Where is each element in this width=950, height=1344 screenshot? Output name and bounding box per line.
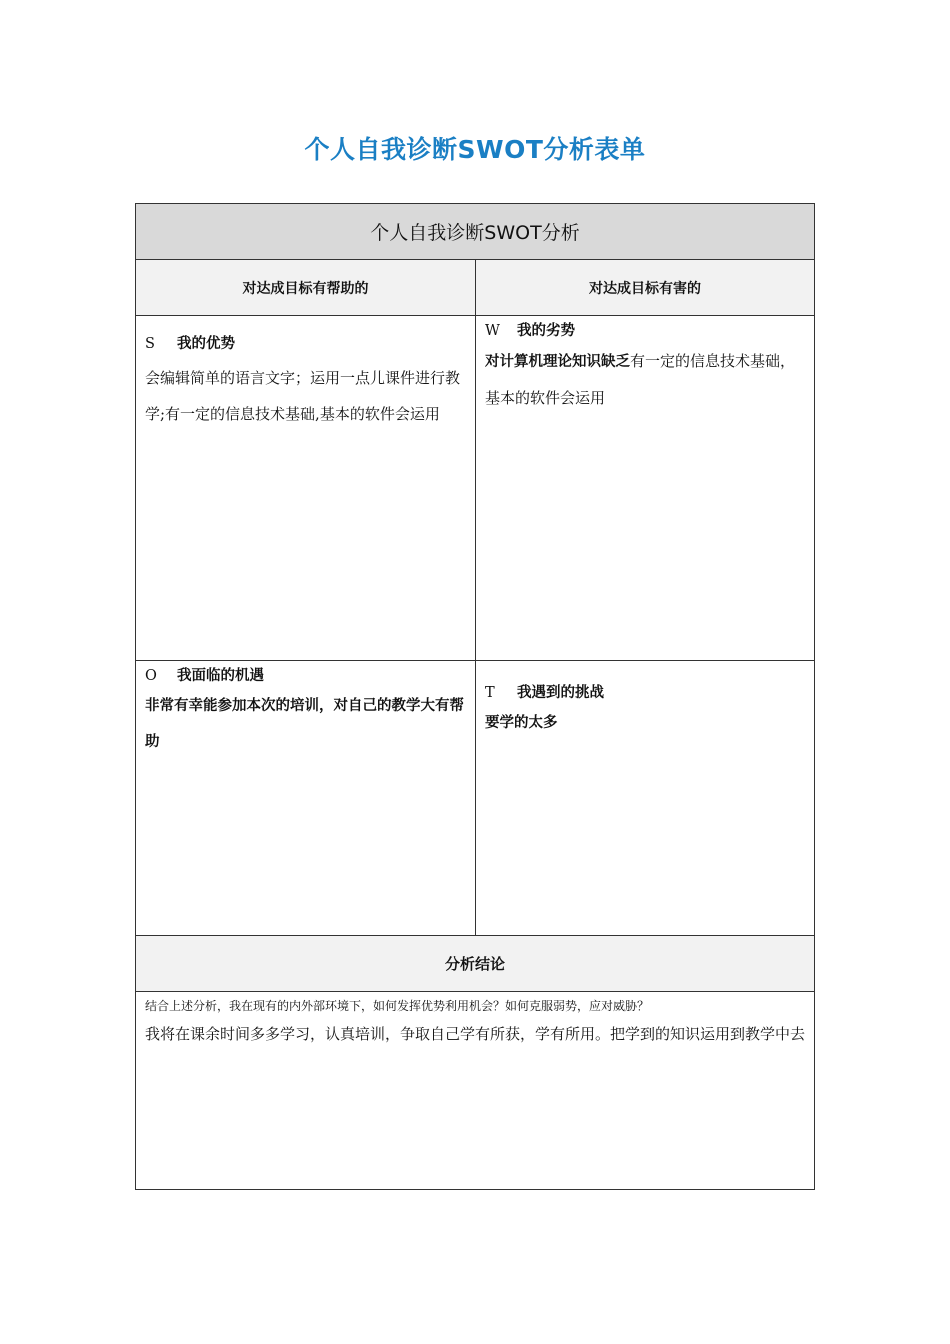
opportunities-letter: O (145, 668, 157, 684)
swot-table (135, 203, 815, 1190)
conclusion-text: 我将在课余时间多多学习，认真培训，争取自己学有所获，学有所用。把学到的知识运用到教学中去 (145, 1025, 806, 1043)
strengths-text: 会编辑简单的语言文字；运用一点儿课件进行教学;有一定的信息技术基础,基本的软件会运用 (145, 369, 461, 423)
weaknesses-text-bold: 对计算机理论知识缺乏 (485, 354, 630, 370)
strengths-title (145, 332, 467, 356)
strengths-cell (136, 316, 476, 661)
opportunities-title (145, 664, 467, 688)
weaknesses-label: 我的劣势 (517, 323, 575, 339)
weaknesses-letter: W (485, 323, 500, 339)
page-title: 个人自我诊断SWOT分析表单 (304, 135, 646, 164)
swot-table-header: 个人自我诊断SWOT分析 (136, 204, 815, 260)
weaknesses-title (485, 319, 806, 343)
opportunities-cell (136, 661, 476, 936)
column-helpful-header: 对达成目标有帮助的 (136, 260, 476, 316)
threats-cell (476, 661, 815, 936)
column-harmful-header: 对达成目标有害的 (476, 260, 815, 316)
strengths-label: 我的优势 (177, 336, 235, 352)
conclusion-header: 分析结论 (136, 936, 815, 992)
conclusion-prompt: 结合上述分析，我在现有的内外部环境下，如何发挥优势利用机会？如何克服弱势，应对威胁？ (145, 999, 650, 1013)
conclusion-cell (136, 992, 815, 1190)
threats-text: 要学的太多 (485, 715, 558, 731)
strengths-letter: S (145, 336, 155, 352)
weaknesses-text-rest: 有一定的信息技术基础，基本的软件会运用 (485, 352, 796, 407)
weaknesses-text (485, 343, 806, 416)
opportunities-label: 我面临的机遇 (177, 668, 264, 684)
threats-letter: T (485, 685, 495, 701)
threats-label: 我遇到的挑战 (517, 685, 604, 701)
opportunities-text: 非常有幸能参加本次的培训，对自己的教学大有帮助 (145, 698, 464, 750)
threats-title (485, 681, 806, 705)
weaknesses-cell (476, 316, 815, 661)
